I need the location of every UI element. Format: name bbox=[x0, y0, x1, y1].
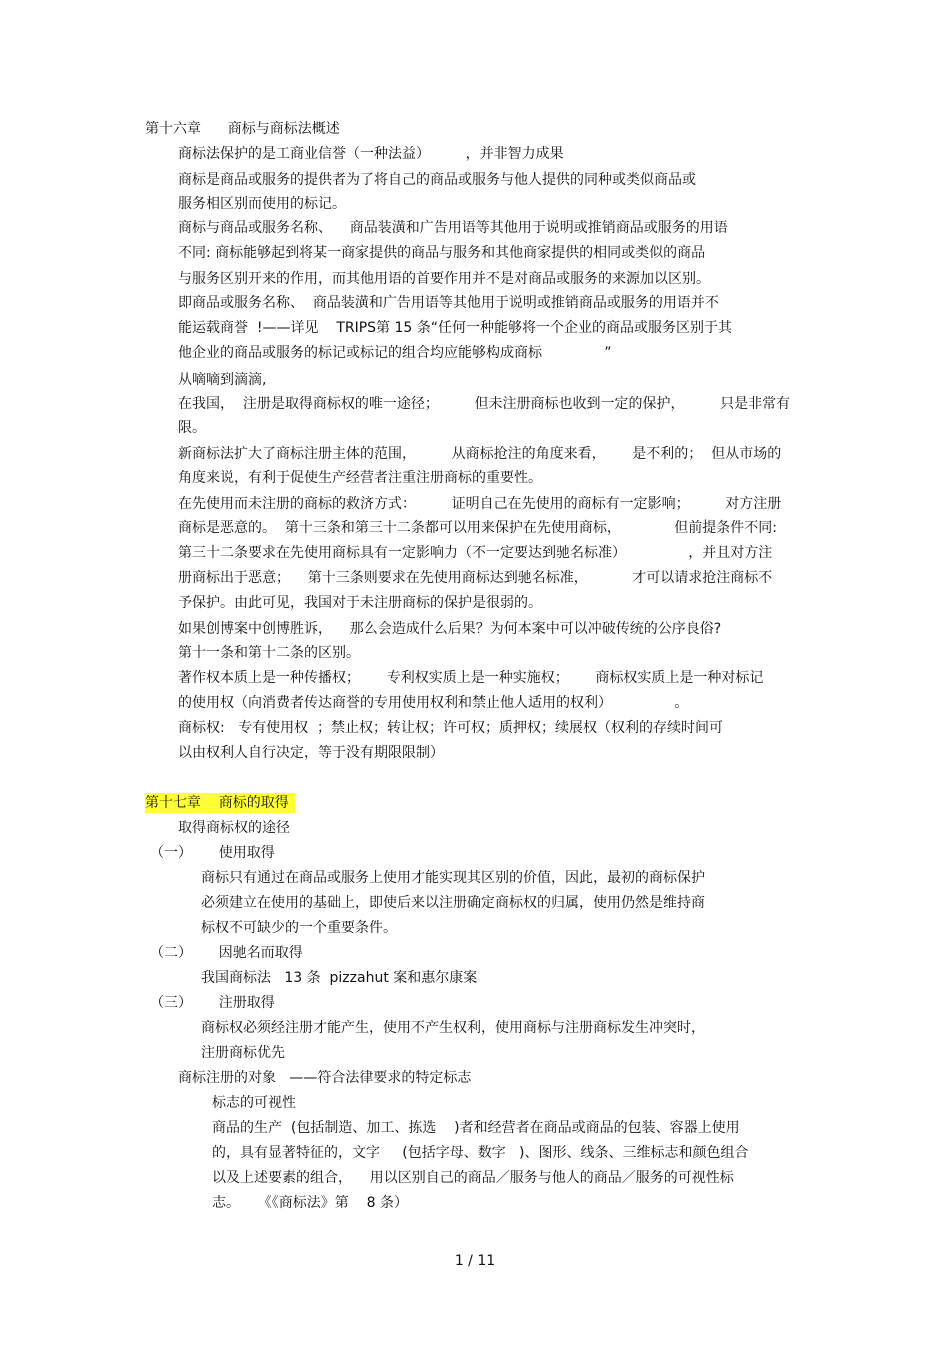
paragraph-line: 标权不可缺少的一个重要条件。 bbox=[201, 920, 397, 936]
paragraph-line: 在我国， 注册是取得商标权的唯一途径； 但未注册商标也收到一定的保护， 只是非常有 bbox=[178, 396, 791, 412]
chapter16-title: 第十六章 商标与商标法概述 bbox=[145, 121, 340, 137]
paragraph-line: 商标注册的对象 ——符合法律要求的特定标志 bbox=[178, 1070, 472, 1086]
paragraph-line: 注册商标优先 bbox=[201, 1045, 285, 1061]
paragraph-line: 商标只有通过在商品或服务上使用才能实现其区别的价值，因此，最初的商标保护 bbox=[201, 870, 705, 886]
paragraph-line: 以由权利人自行决定，等于没有期限限制） bbox=[178, 745, 444, 761]
paragraph-line: 第十一条和第十二条的区别。 bbox=[178, 645, 360, 661]
paragraph-line: 限。 bbox=[178, 420, 206, 436]
list-item: （三） 注册取得 bbox=[150, 995, 275, 1011]
paragraph-line: 商标权: 专有使用权 ；禁止权；转让权；许可权；质押权；续展权（权利的存续时间可 bbox=[178, 720, 723, 736]
paragraph-line: 予保护。由此可见，我国对于未注册商标的保护是很弱的。 bbox=[178, 595, 542, 611]
paragraph-line: 商标与商品或服务名称、 商品装潢和广告用语等其他用于说明或推销商品或服务的用语 bbox=[178, 220, 728, 236]
list-item: （二） 因驰名而取得 bbox=[150, 945, 303, 961]
paragraph-line: 商标法保护的是工商业信誉（一种法益） ，并非智力成果 bbox=[178, 146, 564, 162]
paragraph-line: 取得商标权的途径 bbox=[178, 820, 290, 836]
paragraph-line: 商品的生产 (包括制造、加工、拣选 )者和经营者在商品或商品的包装、容器上使用 bbox=[212, 1120, 740, 1136]
paragraph-line: 商标权必须经注册才能产生，使用不产生权利，使用商标与注册商标发生冲突时， bbox=[201, 1020, 705, 1036]
paragraph-line: 从嘀嘀到滴滴, bbox=[178, 372, 267, 388]
paragraph-line: 志。 《《商标法》第 8 条） bbox=[212, 1195, 408, 1211]
paragraph-line: 在先使用而未注册的商标的救济方式： 证明自己在先使用的商标有一定影响； 对方注册 bbox=[178, 496, 782, 512]
page-number: 1 / 11 bbox=[454, 1253, 496, 1269]
paragraph-line: 我国商标法 13 条 pizzahut 案和惠尔康案 bbox=[201, 970, 478, 986]
paragraph-line: 新商标法扩大了商标注册主体的范围， 从商标抢注的角度来看， 是不利的； 但从市场的 bbox=[178, 446, 782, 462]
paragraph-line: 角度来说，有利于促使生产经营者注重注册商标的重要性。 bbox=[178, 470, 542, 486]
paragraph-line: 即商品或服务名称、 商品装潢和广告用语等其他用于说明或推销商品或服务的用语并不 bbox=[178, 295, 719, 311]
paragraph-line: 第三十二条要求在先使用商标具有一定影响力（不一定要达到驰名标准） ，并且对方注 bbox=[178, 545, 773, 561]
paragraph-line: 以及上述要素的组合， 用以区别自己的商品／服务与他人的商品／服务的可视性标 bbox=[212, 1170, 734, 1186]
highlighted-heading: 第十七章 商标的取得 bbox=[145, 793, 295, 813]
paragraph-line: 的，具有显著特征的，文字 (包括字母、数字 )、图形、线条、三维标志和颜色组合 bbox=[212, 1145, 749, 1161]
paragraph-line: 服务相区别而使用的标记。 bbox=[178, 196, 346, 212]
list-item: （一） 使用取得 bbox=[150, 845, 275, 861]
paragraph-line: 的使用权（向消费者传达商誉的专用使用权利和禁止他人适用的权利） 。 bbox=[178, 695, 689, 711]
paragraph-line: 册商标出于恶意； 第十三条则要求在先使用商标达到驰名标准， 才可以请求抢注商标不 bbox=[178, 570, 773, 586]
paragraph-line: 不同: 商标能够起到将某一商家提供的商品与服务和其他商家提供的相同或类似的商品 bbox=[178, 245, 706, 261]
chapter17-title bbox=[145, 795, 295, 811]
paragraph-line: 标志的可视性 bbox=[212, 1095, 296, 1111]
paragraph-line: 必须建立在使用的基础上，即使后来以注册确定商标权的归属，使用仍然是维持商 bbox=[201, 895, 705, 911]
paragraph-line: 与服务区别开来的作用，而其他用语的首要作用并不是对商品或服务的来源加以区别。 bbox=[178, 271, 710, 287]
paragraph-line: 他企业的商品或服务的标记或标记的组合均应能够构成商标 ” bbox=[178, 345, 612, 361]
paragraph-line: 能运载商誉 !——详见 TRIPS第 15 条“任何一种能够将一个企业的商品或服务区别于其 bbox=[178, 320, 733, 336]
paragraph-line: 商标是商品或服务的提供者为了将自己的商品或服务与他人提供的同种或类似商品或 bbox=[178, 172, 696, 188]
paragraph-line: 著作权本质上是一种传播权； 专利权实质上是一种实施权； 商标权实质上是一种对标记 bbox=[178, 670, 764, 686]
paragraph-line: 商标是恶意的。 第十三条和第三十二条都可以用来保护在先使用商标， 但前提条件不同: bbox=[178, 520, 778, 536]
paragraph-line: 如果创博案中创博胜诉， 那么会造成什么后果？为何本案中可以冲破传统的公序良俗? bbox=[178, 621, 722, 637]
